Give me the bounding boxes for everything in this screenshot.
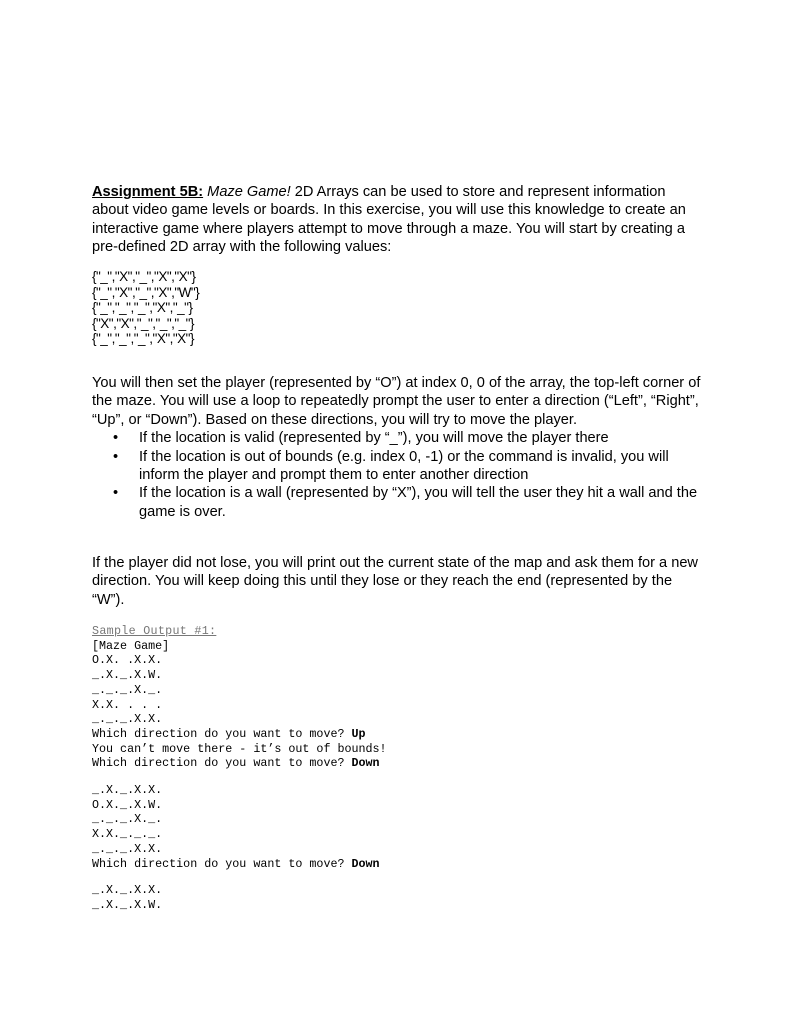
intro-text: 2D Arrays can be used to store and represent information about video game levels or boards. In this exercise, you will use this knowledge to create an interactive game where players attempt to move through a maze. You will start by creating a pre-defined 2D array with the following values:	[92, 184, 686, 256]
array-row: {"_","_","_","X","X"}	[92, 331, 194, 346]
game-name: Maze Game!	[207, 184, 291, 200]
array-row: {"X","X","_","_","_"}	[92, 315, 194, 331]
prompt-line	[92, 857, 387, 872]
rules-list	[92, 429, 702, 521]
maze-row: X.X. . . .	[92, 697, 163, 712]
maze-row: _._._.X._.	[92, 682, 163, 697]
maze-row: _.X._.X.X.	[92, 883, 163, 898]
player-setup-paragraph: You will then set the player (represented by “O”) at index 0, 0 of the array, the top-left corner of the maze. You will use a loop to repeatedly prompt the user to enter a direction (“Left”, “Right”, “Up”, or “Down”). Based on these directions, you will try to move the player.	[92, 375, 701, 428]
array-row: {"_","X","_","X","W"}	[92, 284, 200, 300]
intro-paragraph	[92, 183, 702, 257]
error-line: You can’t move there - it’s out of bounds!	[92, 741, 387, 756]
prompt-line	[92, 727, 387, 742]
rule-item: • If the location is out of bounds (e.g. index 0, -1) or the command is invalid, you will inform the player and prompt them to enter another direction	[139, 448, 702, 485]
console-header: [Maze Game]	[92, 638, 170, 653]
maze-row: _.X._.X.W.	[92, 897, 163, 912]
maze-row: _._._.X.X.	[92, 712, 163, 727]
prompt-text: Which direction do you want to move?	[92, 726, 352, 741]
rule-item: • If the location is valid (represented by “_”), you will move the player there	[139, 429, 702, 447]
maze-row: X.X._._._.	[92, 827, 163, 842]
user-answer: Down	[351, 856, 380, 871]
sample-output	[92, 624, 387, 913]
maze-row: O.X. .X.X.	[92, 653, 163, 668]
user-answer: Up	[351, 726, 366, 741]
array-definition	[92, 269, 199, 347]
user-answer: Down	[351, 756, 380, 771]
player-setup-section	[92, 374, 702, 521]
rule-item: • If the location is a wall (represented by “X”), you will tell the user they hit a wall and the game is over.	[139, 484, 702, 521]
prompt-line	[92, 756, 387, 771]
maze-row: _.X._.X.W.	[92, 668, 163, 683]
prompt-text: Which direction do you want to move?	[92, 756, 352, 771]
maze-row: _._._.X._.	[92, 812, 163, 827]
sample-output-caption: Sample Output #1:	[92, 624, 217, 638]
maze-row: _.X._.X.X.	[92, 783, 163, 798]
array-row: {"_","_","_","X","_"}	[92, 300, 193, 315]
game-loop-paragraph: If the player did not lose, you will print out the current state of the map and ask them for a new direction. You will keep doing this until they lose or they reach the end (represented by the “W”).	[92, 555, 698, 608]
maze-row: O.X._.X.W.	[92, 797, 163, 812]
maze-row: _._._.X.X.	[92, 841, 163, 856]
assignment-title: Assignment 5B:	[92, 184, 204, 200]
array-row: {"_","X","_","X","X"}	[92, 269, 196, 284]
prompt-text: Which direction do you want to move?	[92, 856, 352, 871]
